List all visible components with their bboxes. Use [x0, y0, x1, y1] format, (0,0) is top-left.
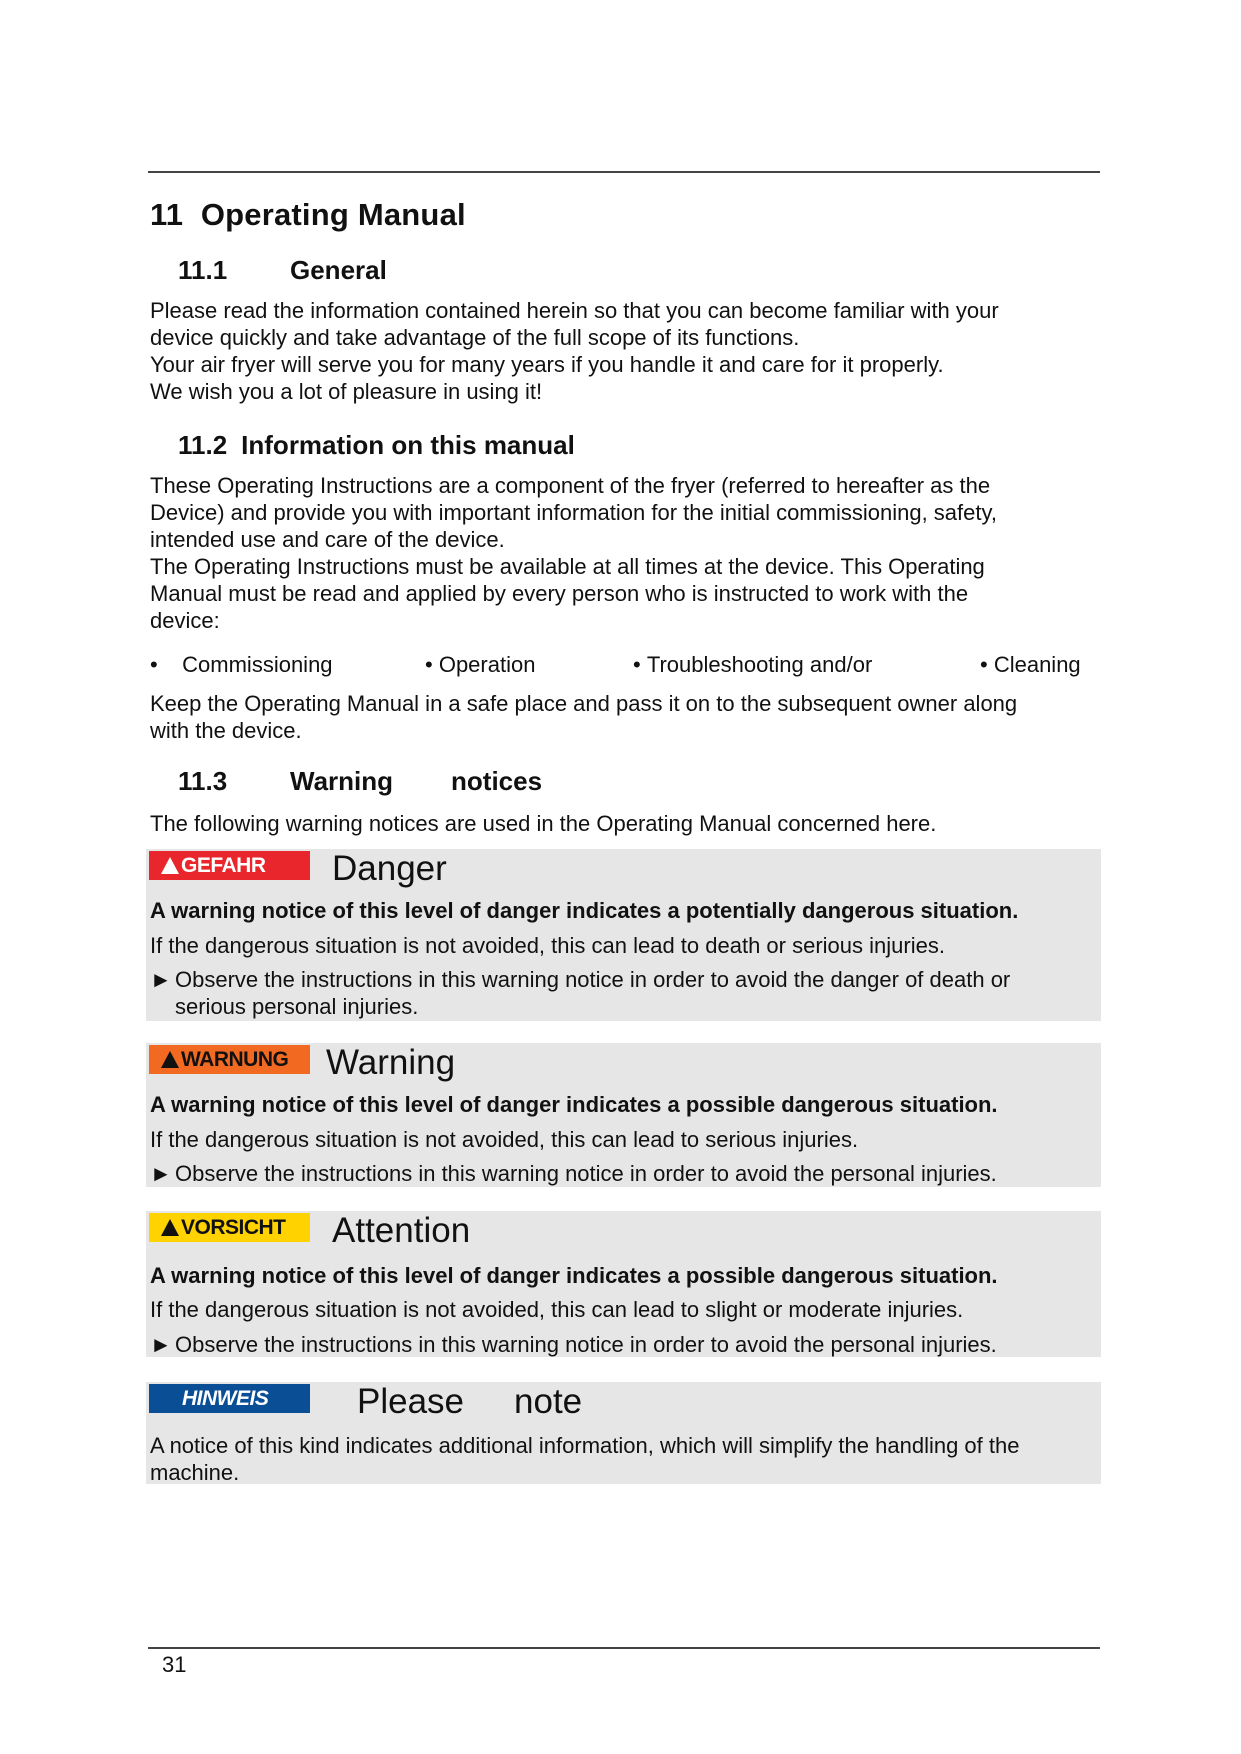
notice-consequence: If the dangerous situation is not avoided, this can lead to slight or moderate injuries. [150, 1297, 964, 1322]
keep-manual-paragraph [150, 690, 1100, 744]
text-line: We wish you a lot of pleasure in using it! [150, 379, 543, 404]
notice-consequence: If the dangerous situation is not avoided, this can lead to death or serious injuries. [150, 933, 945, 958]
text-line: Your air fryer will serve you for many years if you handle it and care for it properly. [150, 352, 944, 377]
section-number: 11.1 [178, 255, 228, 285]
text-line: with the device. [150, 718, 302, 743]
section-title: General [290, 255, 387, 285]
text-line: Device) and provide you with important information for the initial commissioning, safety, [150, 500, 997, 525]
caution-badge: VORSICHT [149, 1213, 310, 1242]
notice-title: Danger [332, 849, 447, 888]
section-title-word: Warning [290, 766, 394, 796]
footer-rule [148, 1647, 1100, 1649]
notice-summary: A warning notice of this level of danger indicates a potentially dangerous situation. [150, 898, 1019, 923]
arrow-right-icon: ► [150, 1161, 172, 1186]
section-number: 11.3 [178, 766, 228, 796]
notice-consequence: If the dangerous situation is not avoided, this can lead to serious injuries. [150, 1127, 859, 1152]
section-heading-general [178, 255, 387, 286]
chapter-title: Operating Manual [200, 197, 466, 232]
page-number: 31 [162, 1652, 187, 1677]
text-line: Manual must be read and applied by every person who is instructed to work with the [150, 581, 969, 606]
notice-description: A notice of this kind indicates additional information, which will simplify the handling of the machine. [150, 1433, 1020, 1485]
caution-notice [146, 1211, 1101, 1357]
notice-summary: A warning notice of this level of danger indicates a possible dangerous situation. [150, 1263, 998, 1288]
text-line: Keep the Operating Manual in a safe place and pass it on to the subsequent owner along [150, 691, 1018, 716]
warning-triangle-icon [161, 1219, 179, 1236]
warning-triangle-icon [161, 857, 179, 874]
text-line: device quickly and take advantage of the full scope of its functions. [150, 325, 800, 350]
notice-title: Warning [326, 1043, 456, 1082]
note-notice [146, 1382, 1101, 1484]
warning-triangle-icon [161, 1051, 179, 1068]
warning-notice [146, 1043, 1101, 1187]
section-title-word: notices [451, 766, 543, 796]
warning-badge: WARNUNG [149, 1045, 310, 1074]
danger-notice [146, 849, 1101, 1021]
list-item: • Operation [425, 652, 536, 677]
section-title: Information on this manual [241, 430, 575, 460]
text-line: The Operating Instructions must be available at all times at the device. This Operating [150, 554, 985, 579]
chapter-heading [150, 197, 466, 233]
note-badge: HINWEIS [149, 1384, 310, 1413]
notice-title: Please note [357, 1382, 583, 1421]
text-line: intended use and care of the device. [150, 527, 505, 552]
warning-intro: The following warning notices are used in the Operating Manual concerned here. [150, 811, 937, 836]
section-heading-warning-notices [178, 766, 542, 797]
list-item: • Cleaning [980, 652, 1081, 677]
notice-instruction: ► Observe the instructions in this warning notice in order to avoid the danger of death or serious personal injuries. [150, 967, 1011, 1019]
list-item: • Commissioning [150, 652, 333, 677]
arrow-right-icon: ► [150, 967, 172, 992]
notice-instruction: ► Observe the instructions in this warning notice in order to avoid the personal injuries. [150, 1332, 997, 1357]
arrow-right-icon: ► [150, 1332, 172, 1357]
notice-summary: A warning notice of this level of danger indicates a possible dangerous situation. [150, 1092, 998, 1117]
section-heading-information [178, 430, 575, 461]
notice-title: Attention [332, 1211, 471, 1250]
bullet-marker: • [150, 652, 158, 677]
text-line: These Operating Instructions are a component of the fryer (referred to hereafter as the [150, 473, 991, 498]
text-line: device: [150, 608, 220, 633]
task-list [150, 652, 1102, 682]
header-rule [148, 171, 1100, 173]
notice-instruction: ► Observe the instructions in this warning notice in order to avoid the personal injuries. [150, 1161, 997, 1186]
information-paragraph [150, 472, 1100, 634]
text-line: Please read the information contained herein so that you can become familiar with your [150, 298, 999, 323]
list-item: • Troubleshooting and/or [633, 652, 873, 677]
chapter-number: 11 [150, 197, 184, 232]
bullet-marker: • [980, 652, 988, 677]
section-number: 11.2 [178, 430, 228, 460]
bullet-marker: • [425, 652, 433, 677]
bullet-marker: • [633, 652, 641, 677]
general-paragraph [150, 297, 1100, 405]
danger-badge: GEFAHR [149, 851, 310, 880]
